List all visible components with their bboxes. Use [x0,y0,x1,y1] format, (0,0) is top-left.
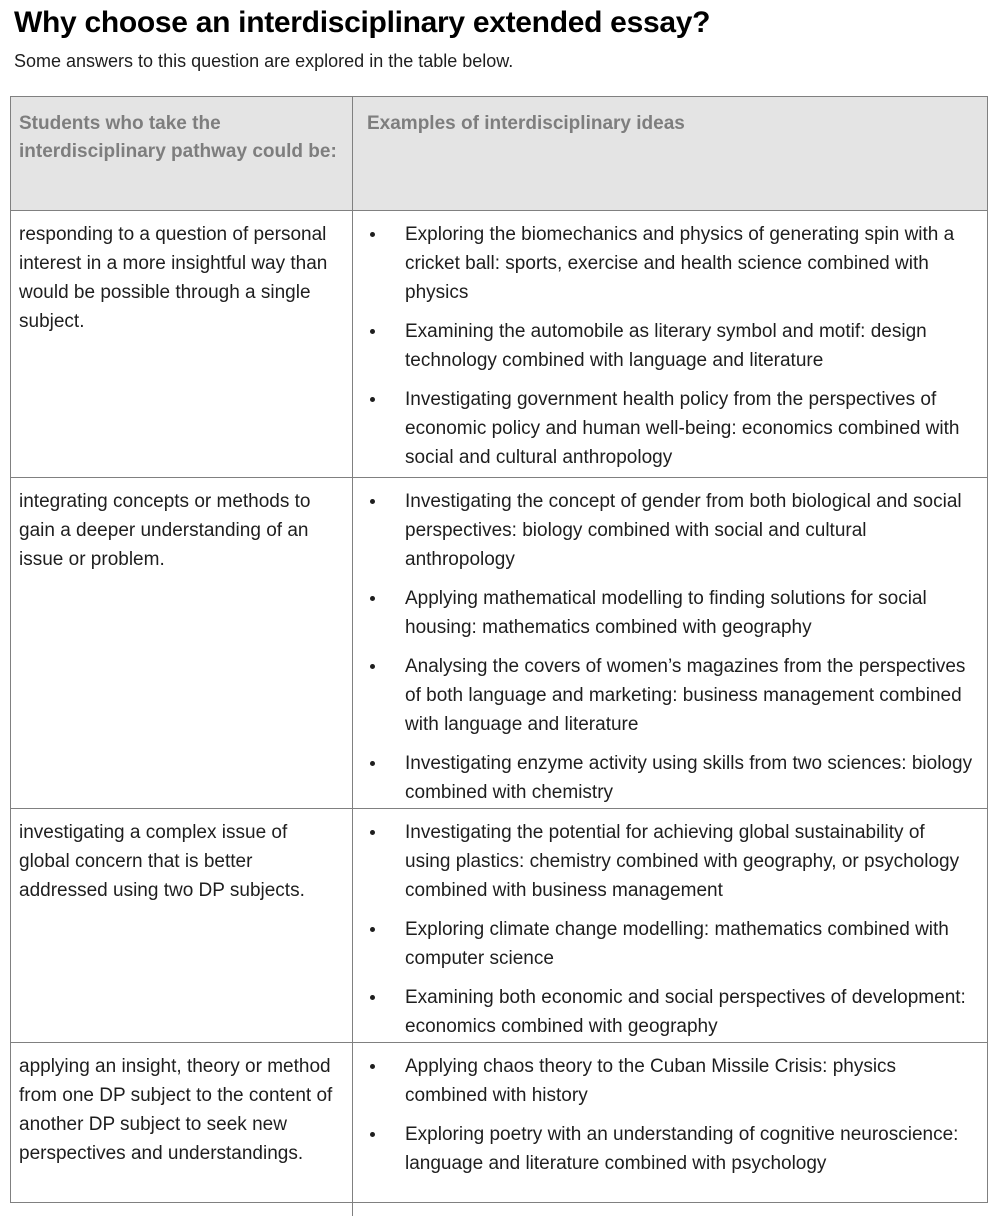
interdisciplinary-table [10,96,988,1216]
example-item: Examining the automobile as literary symbol and motif: design technology combined with language and literature [353,317,975,375]
example-item: Exploring poetry with an understanding of cognitive neuroscience: language and literature combined with psychology [353,1120,975,1178]
table-row-2-pathway: integrating concepts or methods to gain a deeper understanding of an issue or problem. [10,477,352,808]
table-row-1-pathway: responding to a question of personal interest in a more insightful way than would be possible through a single subject. [10,210,352,477]
example-item: Investigating government health policy from the perspectives of economic policy and human well-being: economics combined with social and cultural anthropology [353,385,975,472]
example-item: Applying mathematical modelling to finding solutions for social housing: mathematics combined with geography [353,584,975,642]
page-title: Why choose an interdisciplinary extended essay? [14,6,711,39]
table-header-pathway: Students who take the interdisciplinary pathway could be: [10,96,352,210]
example-item: Examining both economic and social perspectives of development: economics combined with geography [353,983,975,1041]
cutoff-row-left-cell [10,1202,352,1216]
examples-list [353,818,975,1041]
example-item: Exploring the biomechanics and physics of generating spin with a cricket ball: sports, exercise and health science combined with physics [353,220,975,307]
examples-list [353,220,975,472]
example-item: Applying chaos theory to the Cuban Missile Crisis: physics combined with history [353,1052,975,1110]
table-row-4-examples [352,1042,988,1202]
example-item: Exploring climate change modelling: mathematics combined with computer science [353,915,975,973]
example-item: Investigating the concept of gender from both biological and social perspectives: biology combined with social and cultural anthropology [353,487,975,574]
cutoff-row-right-cell [352,1202,988,1216]
example-item: Analysing the covers of women’s magazines from the perspectives of both language and marketing: business management combined with language and literature [353,652,975,739]
table-row-1-examples [352,210,988,477]
table-row-2-examples [352,477,988,808]
table-header-examples: Examples of interdisciplinary ideas [352,96,988,210]
examples-list [353,1052,975,1178]
table-row-3-pathway: investigating a complex issue of global concern that is better addressed using two DP subjects. [10,808,352,1042]
page-subtitle: Some answers to this question are explored in the table below. [14,51,514,71]
example-item: Investigating the potential for achieving global sustainability of using plastics: chemistry combined with geography, or psychology combined with business management [353,818,975,905]
examples-list [353,487,975,807]
example-item: Investigating enzyme activity using skills from two sciences: biology combined with chemistry [353,749,975,807]
table-row-3-examples [352,808,988,1042]
table-row-4-pathway: applying an insight, theory or method from one DP subject to the content of another DP subject to seek new perspectives and understandings. [10,1042,352,1202]
